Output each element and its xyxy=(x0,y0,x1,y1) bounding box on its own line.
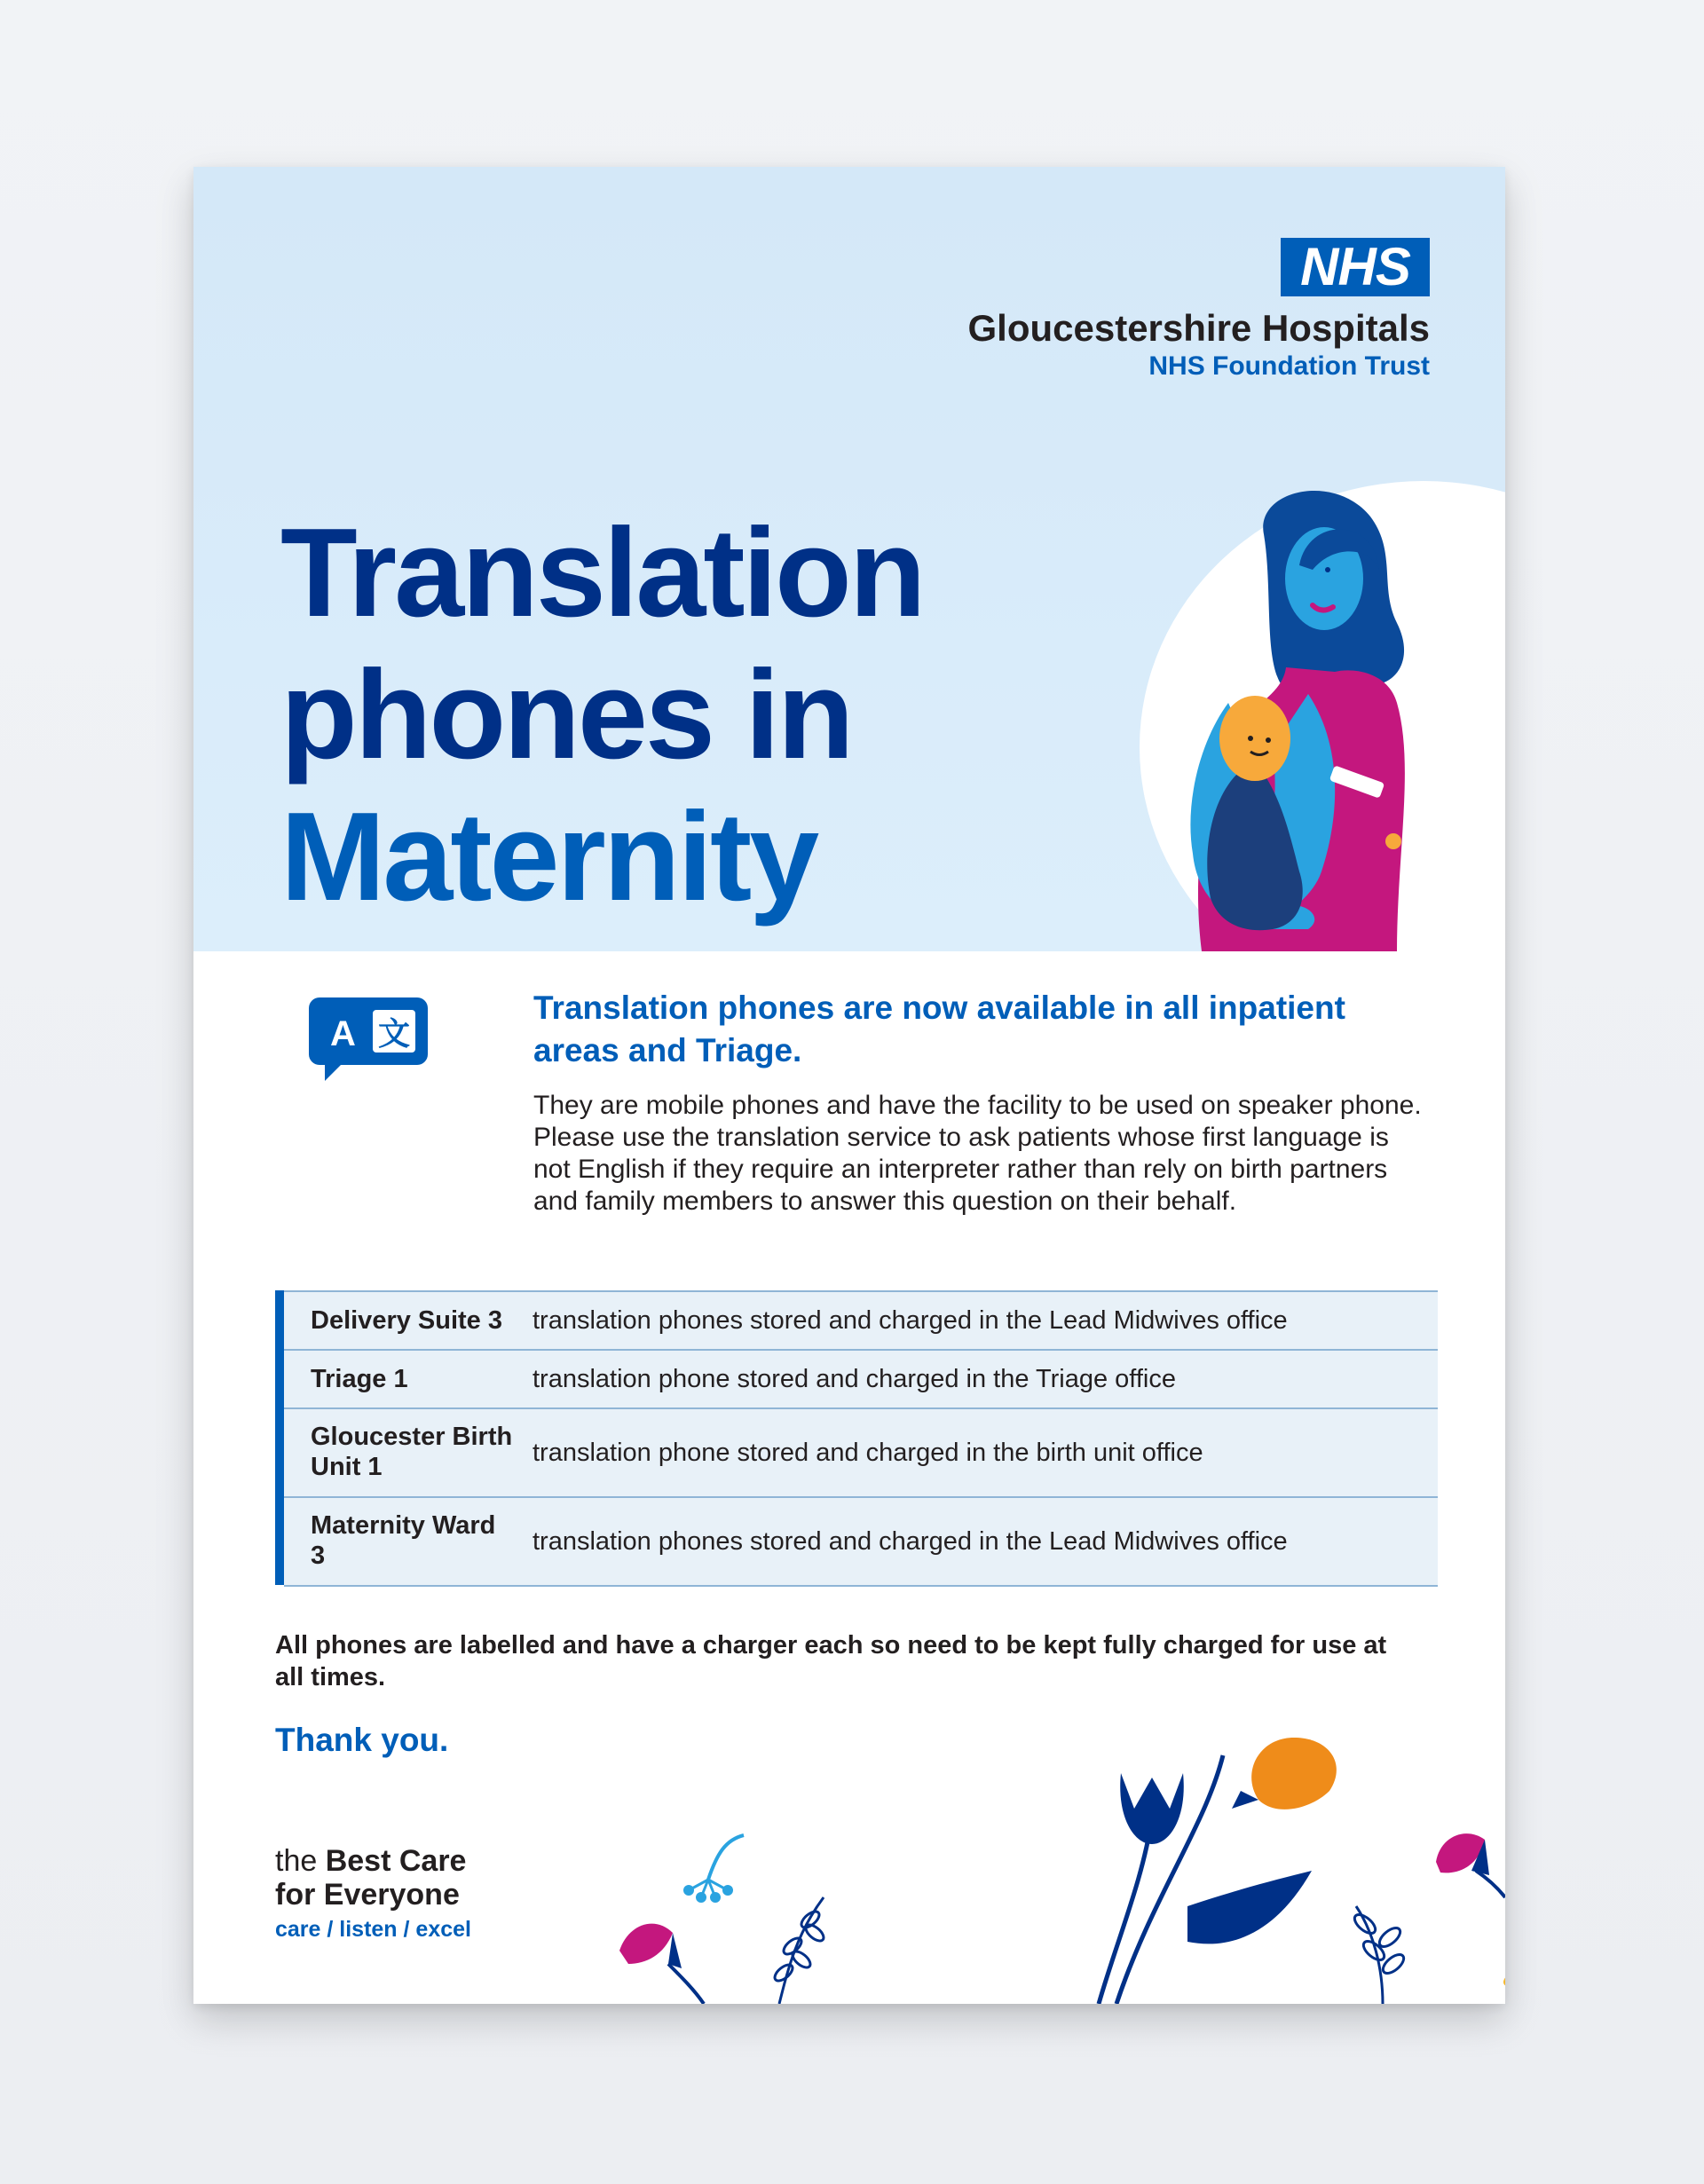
tagline-line-2: for Everyone xyxy=(275,1878,460,1912)
location-detail: translation phones stored and charged in the Lead Midwives office xyxy=(532,1527,1288,1556)
svg-text:文: 文 xyxy=(378,1016,411,1053)
translate-icon xyxy=(309,997,428,1081)
hero-banner xyxy=(193,167,1505,951)
location-area: Maternity Ward 3 xyxy=(311,1511,496,1570)
trust-subtitle: NHS Foundation Trust xyxy=(1148,351,1430,381)
intro-lead: Translation phones are now available in all inpatient areas and Triage. xyxy=(533,990,1345,1068)
trust-name: Gloucestershire Hospitals xyxy=(967,307,1430,349)
tagline-bold: Best Care xyxy=(325,1844,467,1878)
title-line-2: phones in xyxy=(280,644,852,785)
table-row xyxy=(284,1407,1438,1496)
location-area: Gloucester Birth Unit 1 xyxy=(311,1423,513,1481)
location-detail: translation phone stored and charged in the birth unit office xyxy=(532,1439,1203,1467)
floral-decoration xyxy=(619,1720,1505,2004)
locations-table xyxy=(275,1290,1438,1585)
tagline-prefix: the xyxy=(275,1844,318,1878)
charging-note: All phones are labelled and have a charger each so need to be kept fully charged for use at all times. xyxy=(275,1631,1387,1691)
location-detail: translation phones stored and charged in the Lead Midwives office xyxy=(532,1306,1288,1335)
intro-body: They are mobile phones and have the facility to be used on speaker phone. Please use the translation service to ask patients whose first language is not English if they require an interpreter rather than rely on birth partners and family members to answer this question on their behalf. xyxy=(533,1091,1422,1216)
svg-text:A: A xyxy=(330,1014,356,1053)
table-row xyxy=(284,1496,1438,1587)
poster xyxy=(193,167,1505,2004)
title-line-3: Maternity xyxy=(280,786,817,927)
thank-you: Thank you. xyxy=(275,1722,449,1758)
table-row xyxy=(284,1290,1438,1349)
trust-values: care / listen / excel xyxy=(275,1917,471,1942)
location-area: Triage 1 xyxy=(311,1365,408,1393)
location-area: Delivery Suite 3 xyxy=(311,1306,502,1335)
mother-and-baby-illustration xyxy=(1131,481,1505,951)
tagline-line-1 xyxy=(275,1844,466,1878)
page-title xyxy=(280,502,924,928)
nhs-logo: NHS xyxy=(1281,238,1430,296)
location-detail: translation phone stored and charged in the Triage office xyxy=(532,1365,1176,1393)
table-row xyxy=(284,1349,1438,1407)
title-line-1: Translation xyxy=(280,502,924,643)
